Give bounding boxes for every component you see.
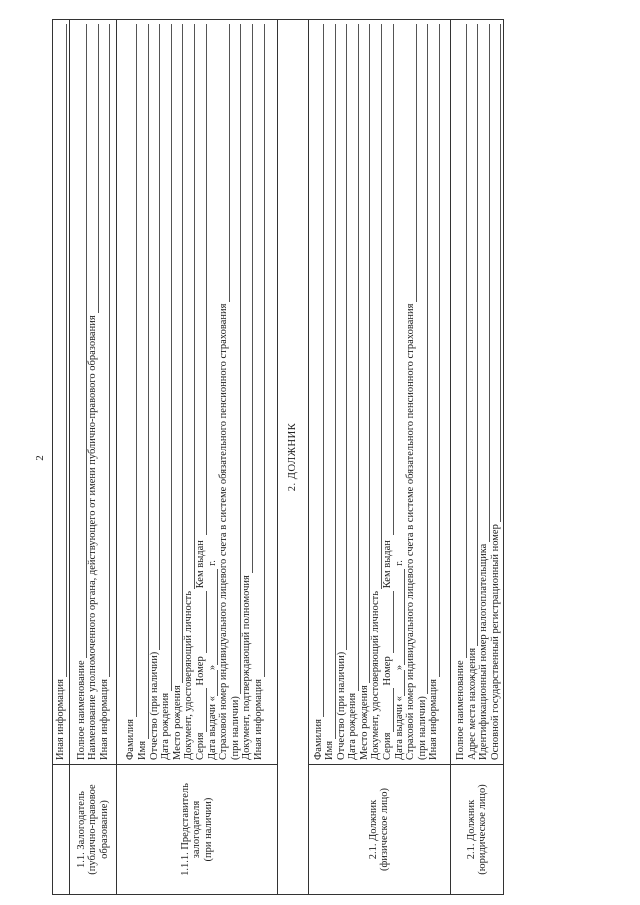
series-input[interactable]	[384, 689, 394, 733]
authority-document-field[interactable]: Документ, подтверждающий полномочия	[241, 24, 253, 760]
issue-month-year-input[interactable]	[395, 569, 405, 665]
debtor-person-label: 2.1. Должник (физическое лицо)	[308, 765, 451, 895]
snils-field[interactable]: Страховой номер индивидуального лицевого счета в системе обязательного пенсионного страхования	[405, 24, 417, 760]
birth-date-field[interactable]: Дата рождения	[347, 24, 359, 760]
issue-date-field[interactable]: Дата выдачи « » г.	[206, 560, 218, 760]
table-row-representative	[117, 20, 277, 895]
authorized-body-field[interactable]: Наименование уполномоченного органа, действующего от имени публично-правового образования	[87, 24, 99, 760]
series-number-issuer-field[interactable]: Серия Номер Кем выдан	[382, 24, 394, 760]
series-number-issuer-field[interactable]: Серия Номер Кем выдан	[195, 24, 207, 760]
number-input[interactable]	[384, 591, 394, 653]
birth-date-field[interactable]: Дата рождения	[160, 24, 172, 760]
other-info-field[interactable]: Иная информация	[99, 24, 111, 760]
page-number: 2	[34, 455, 46, 461]
snils-field[interactable]: Страховой номер индивидуального лицевого счета в системе обязательного пенсионного страхования	[218, 24, 230, 760]
representative-label: 1.1.1. Представитель залогодателя (при наличии)	[117, 765, 277, 895]
section-header-row	[277, 20, 308, 895]
snils-if-any[interactable]: (при наличии)	[230, 24, 242, 760]
debtor-company-label: 2.1. Должник (юридическое лицо)	[451, 765, 504, 895]
other-info-field[interactable]: Иная информация	[428, 24, 440, 760]
other-info-field[interactable]: Иная информация	[253, 24, 265, 760]
address-field[interactable]: Адрес места нахождения	[467, 24, 479, 760]
ogrn-field[interactable]: Основной государственный регистрационный номер	[490, 24, 502, 760]
number-input[interactable]	[197, 591, 207, 653]
id-document-field[interactable]: Документ, удостоверяющий личность	[370, 24, 382, 760]
section-title-debtor: 2. ДОЛЖНИК	[277, 20, 308, 895]
table-row-pledger-public	[69, 20, 117, 895]
table-row-debtor-company	[451, 20, 504, 895]
birth-place-field[interactable]: Место рождения	[172, 24, 184, 760]
issue-day-input[interactable]	[208, 670, 218, 696]
table-row-debtor-person	[308, 20, 451, 895]
full-name-field[interactable]: Полное наименование	[455, 24, 467, 760]
patronymic-field[interactable]: Отчество (при наличии)	[149, 24, 161, 760]
series-input[interactable]	[197, 689, 207, 733]
full-name-field[interactable]: Полное наименование	[76, 24, 88, 760]
other-info-field[interactable]: Иная информация	[55, 24, 67, 760]
birth-place-field[interactable]: Место рождения	[359, 24, 371, 760]
pledger-public-label: 1.1. Залогодатель (публично-правовое образование)	[69, 765, 117, 895]
snils-if-any[interactable]: (при наличии)	[417, 24, 429, 760]
surname-field[interactable]: Фамилия	[125, 24, 137, 760]
inn-field[interactable]: Идентификационный номер налогоплательщика	[478, 24, 490, 760]
form-table	[52, 19, 504, 895]
table-row	[53, 20, 70, 895]
label-cell-empty	[53, 765, 70, 895]
name-field[interactable]: Имя	[137, 24, 149, 760]
patronymic-field[interactable]: Отчество (при наличии)	[336, 24, 348, 760]
issue-day-input[interactable]	[395, 670, 405, 696]
issue-month-year-input[interactable]	[208, 569, 218, 665]
surname-field[interactable]: Фамилия	[313, 24, 325, 760]
issue-date-field[interactable]: Дата выдачи « » г.	[393, 560, 405, 760]
name-field[interactable]: Имя	[324, 24, 336, 760]
id-document-field[interactable]: Документ, удостоверяющий личность	[183, 24, 195, 760]
